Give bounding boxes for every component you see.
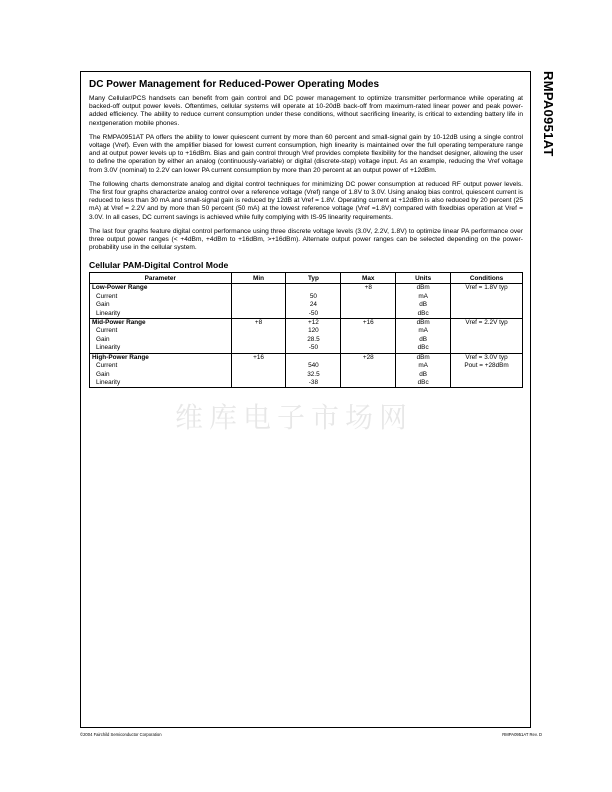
side-part-number <box>540 71 556 201</box>
main-content <box>89 79 523 388</box>
cell-max <box>341 379 396 388</box>
cell-min <box>231 344 286 353</box>
cell-label: Current <box>90 362 232 370</box>
cell-units: mA <box>396 293 451 301</box>
table-row <box>90 362 523 370</box>
cell-units: dBm <box>396 284 451 293</box>
watermark: 维库电子市场网 <box>175 401 414 434</box>
cell-units: dBc <box>396 379 451 388</box>
cell-conditions <box>451 301 523 309</box>
cell-typ: 540 <box>286 362 341 370</box>
paragraph-1: Many Cellular/PCS handsets can benefit from gain control and DC power management to optimize transmitter performance while operating at backed-off output power levels. Oftentimes, cellular systems will operate at 10-20dB back-off from maximum-rated linear power and peak power-added efficiency. The ability to reduce current consumption under these conditions, without sacrificing linearity, is critical to extending battery life in nextgeneration mobile phones. <box>89 95 523 127</box>
cell-typ <box>286 284 341 293</box>
cell-max <box>341 301 396 309</box>
footer-copyright: ©2004 Fairchild Semiconductor Corporation <box>80 732 162 737</box>
cell-label: Linearity <box>90 310 232 319</box>
table-title: Cellular PAM-Digital Control Mode <box>89 260 229 271</box>
cell-typ: 120 <box>286 327 341 335</box>
table-row <box>90 371 523 379</box>
cell-min <box>231 336 286 344</box>
cell-min <box>231 293 286 301</box>
header-typ: Typ <box>286 273 341 284</box>
cell-typ: +12 <box>286 319 341 328</box>
cell-min <box>231 371 286 379</box>
table-row <box>90 301 523 309</box>
cell-typ: 50 <box>286 293 341 301</box>
cell-conditions <box>451 293 523 301</box>
cell-conditions <box>451 310 523 319</box>
cell-label: Linearity <box>90 379 232 388</box>
cell-label: Linearity <box>90 344 232 353</box>
cell-max: +28 <box>341 353 396 362</box>
cell-label: Gain <box>90 371 232 379</box>
cell-units: dB <box>396 336 451 344</box>
paragraph-4: The last four graphs feature digital control performance using three discrete voltage levels (3.0V, 2.2V, 1.8V) to optimize linear PA performance over three output power ranges (< +4dBm, +4dBm to +16dBm, >+16dBm). Alternate output power ranges can be selected depending on the power-probability use in the cellular system. <box>89 227 523 252</box>
cell-conditions: Pout = +28dBm <box>451 362 523 370</box>
cell-units: dB <box>396 371 451 379</box>
cell-max <box>341 327 396 335</box>
header-units: Units <box>396 273 451 284</box>
table-row <box>90 327 523 335</box>
cell-label: Gain <box>90 301 232 309</box>
digital-control-table <box>89 272 523 388</box>
cell-min <box>231 301 286 309</box>
cell-max: +8 <box>341 284 396 293</box>
cell-max: +16 <box>341 319 396 328</box>
cell-typ: 24 <box>286 301 341 309</box>
cell-label: Current <box>90 327 232 335</box>
table-row <box>90 379 523 388</box>
cell-max <box>341 310 396 319</box>
cell-label: Gain <box>90 336 232 344</box>
cell-min <box>231 362 286 370</box>
cell-max <box>341 293 396 301</box>
footer-revision: RMPA0951AT Rev. D <box>502 732 542 737</box>
cell-label: Mid-Power Range <box>90 319 232 328</box>
cell-typ: 28.5 <box>286 336 341 344</box>
cell-min <box>231 284 286 293</box>
cell-units: dBm <box>396 353 451 362</box>
table-row-high-power <box>90 353 523 362</box>
cell-min <box>231 327 286 335</box>
paragraph-3: The following charts demonstrate analog and digital control techniques for minimizing DC power consumption at reduced RF output power levels. The first four graphs characterize analog control over a reference voltage (Vref) range of 1.8V to 3.0V. Using analog bias control, quiescent current is reduced to less than 30 mA and small-signal gain is reduced by 12dB at Vref = 1.8V. Operating current at +12dBm is also reduced by 20 percent (25 mA) at Vref = 2.2V and by more than 50 percent (50 mA) at the lowest reference voltage (Vref =1.8V) compared with fixedbias operation at Vref = 3.0V. In all cases, DC current savings is achieved while fully complying with IS-95 linearity requirements. <box>89 180 523 221</box>
cell-min <box>231 379 286 388</box>
cell-typ <box>286 353 341 362</box>
cell-conditions <box>451 371 523 379</box>
header-max: Max <box>341 273 396 284</box>
cell-max <box>341 362 396 370</box>
cell-conditions: Vref = 3.0V typ <box>451 353 523 362</box>
paragraph-2: The RMPA0951AT PA offers the ability to lower quiescent current by more than 60 percent and small-signal gain by 10-12dB using a single control voltage (Vref). Even with the amplifier biased for lowest current consumption, high linearity is maintained over the full operating temperature range and at output power levels up to +16dBm. Bias and gain control through Vref provides complete flexibility for the handset designer, allowing the user to define the operation by either an analog (continuously-variable) or digital (discrete-step) voltage input. As an example, reducing the Vref voltage from 3.0V (nominal) to 2.2V can lower PA current consumption by more than 20 percent at an output power of +12dBm. <box>89 133 523 174</box>
header-conditions: Conditions <box>451 273 523 284</box>
cell-typ: -50 <box>286 310 341 319</box>
cell-label: Current <box>90 293 232 301</box>
cell-units: dBc <box>396 344 451 353</box>
cell-typ: 32.5 <box>286 371 341 379</box>
cell-min <box>231 310 286 319</box>
cell-max <box>341 371 396 379</box>
table-row-mid-power <box>90 319 523 328</box>
header-parameter: Parameter <box>90 273 232 284</box>
cell-min: +16 <box>231 353 286 362</box>
cell-label: Low-Power Range <box>90 284 232 293</box>
table-row <box>90 310 523 319</box>
cell-label: High-Power Range <box>90 353 232 362</box>
cell-units: mA <box>396 327 451 335</box>
cell-conditions <box>451 336 523 344</box>
cell-max <box>341 344 396 353</box>
cell-units: dBc <box>396 310 451 319</box>
table-header-row <box>90 273 523 284</box>
cell-units: dBm <box>396 319 451 328</box>
cell-conditions <box>451 379 523 388</box>
cell-conditions <box>451 344 523 353</box>
cell-units: dB <box>396 301 451 309</box>
side-part-number-text: RMPA0951AT <box>541 71 556 157</box>
cell-conditions: Vref = 2.2V typ <box>451 319 523 328</box>
table-row <box>90 336 523 344</box>
cell-max <box>341 336 396 344</box>
section-heading: DC Power Management for Reduced-Power Operating Modes <box>89 79 380 90</box>
cell-conditions: Vref = 1.8V typ <box>451 284 523 293</box>
table-row-low-power <box>90 284 523 293</box>
cell-min: +8 <box>231 319 286 328</box>
table-row <box>90 344 523 353</box>
cell-units: mA <box>396 362 451 370</box>
cell-conditions <box>451 327 523 335</box>
table-row <box>90 293 523 301</box>
header-min: Min <box>231 273 286 284</box>
cell-typ: -38 <box>286 379 341 388</box>
cell-typ: -50 <box>286 344 341 353</box>
